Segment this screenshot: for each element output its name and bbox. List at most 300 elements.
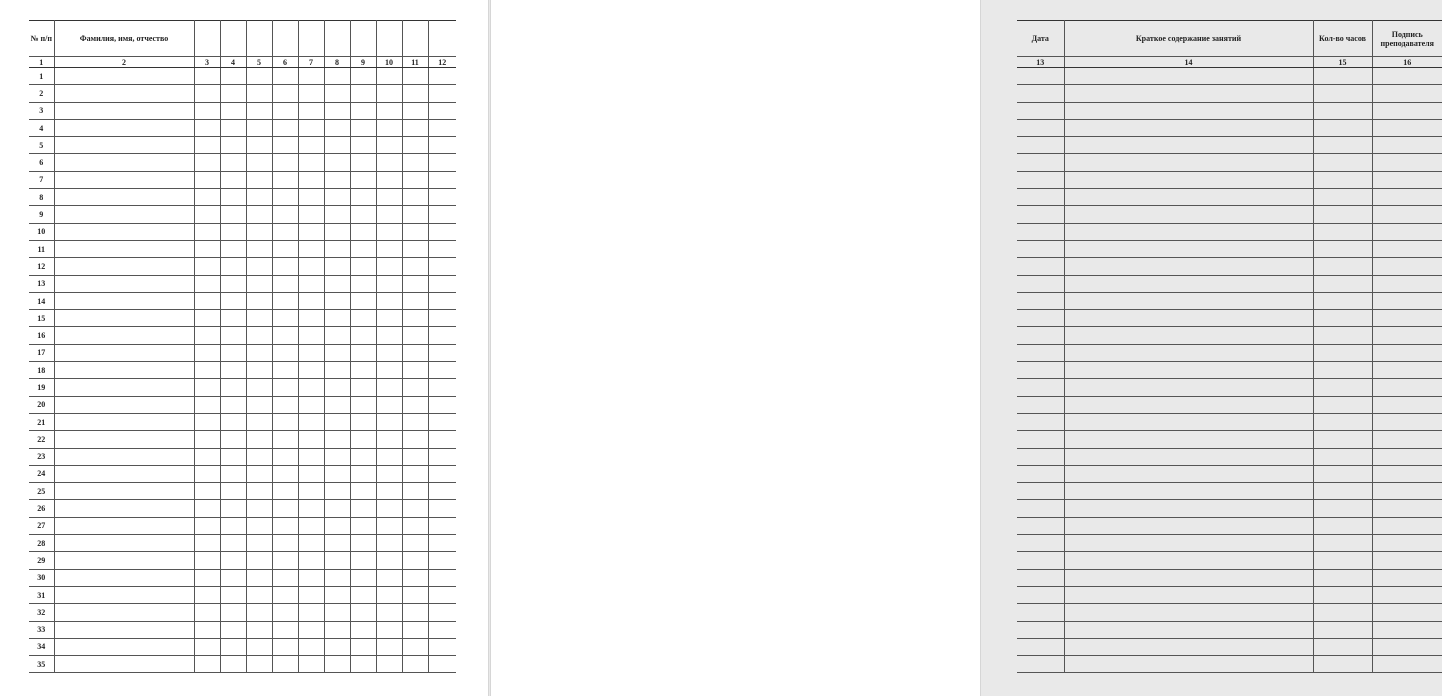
mark-cell[interactable] xyxy=(324,206,350,223)
mark-cell[interactable] xyxy=(194,362,220,379)
mark-cell[interactable] xyxy=(324,465,350,482)
mark-cell[interactable] xyxy=(246,68,272,85)
mark-cell[interactable] xyxy=(402,189,428,206)
mark-cell[interactable] xyxy=(298,68,324,85)
mark-cell[interactable] xyxy=(272,240,298,257)
mark-cell[interactable] xyxy=(350,327,376,344)
mark-cell[interactable] xyxy=(194,431,220,448)
mark-cell[interactable] xyxy=(402,362,428,379)
mark-cell[interactable] xyxy=(194,656,220,673)
mark-cell[interactable] xyxy=(428,223,456,240)
mark-cell[interactable] xyxy=(402,171,428,188)
mark-cell[interactable] xyxy=(246,154,272,171)
signature-cell[interactable] xyxy=(1372,258,1442,275)
mark-cell[interactable] xyxy=(272,379,298,396)
name-cell[interactable] xyxy=(54,206,194,223)
mark-cell[interactable] xyxy=(194,189,220,206)
mark-cell[interactable] xyxy=(298,569,324,586)
mark-cell[interactable] xyxy=(298,396,324,413)
mark-cell[interactable] xyxy=(428,535,456,552)
mark-cell[interactable] xyxy=(220,223,246,240)
mark-cell[interactable] xyxy=(402,586,428,603)
hours-cell[interactable] xyxy=(1313,465,1372,482)
hours-cell[interactable] xyxy=(1313,500,1372,517)
mark-cell[interactable] xyxy=(350,240,376,257)
mark-cell[interactable] xyxy=(402,310,428,327)
signature-cell[interactable] xyxy=(1372,500,1442,517)
mark-cell[interactable] xyxy=(350,206,376,223)
mark-cell[interactable] xyxy=(376,362,402,379)
mark-cell[interactable] xyxy=(350,102,376,119)
signature-cell[interactable] xyxy=(1372,275,1442,292)
mark-cell[interactable] xyxy=(324,362,350,379)
mark-cell[interactable] xyxy=(272,586,298,603)
mark-cell[interactable] xyxy=(220,206,246,223)
signature-cell[interactable] xyxy=(1372,552,1442,569)
name-cell[interactable] xyxy=(54,396,194,413)
mark-cell[interactable] xyxy=(220,396,246,413)
mark-cell[interactable] xyxy=(402,621,428,638)
mark-cell[interactable] xyxy=(272,483,298,500)
mark-cell[interactable] xyxy=(324,119,350,136)
name-cell[interactable] xyxy=(54,569,194,586)
signature-cell[interactable] xyxy=(1372,431,1442,448)
mark-cell[interactable] xyxy=(246,413,272,430)
mark-cell[interactable] xyxy=(428,258,456,275)
mark-cell[interactable] xyxy=(298,621,324,638)
mark-cell[interactable] xyxy=(350,68,376,85)
mark-cell[interactable] xyxy=(428,465,456,482)
mark-cell[interactable] xyxy=(428,483,456,500)
date-cell[interactable] xyxy=(1017,119,1064,136)
signature-cell[interactable] xyxy=(1372,154,1442,171)
mark-cell[interactable] xyxy=(376,102,402,119)
mark-cell[interactable] xyxy=(298,465,324,482)
mark-cell[interactable] xyxy=(376,413,402,430)
mark-cell[interactable] xyxy=(220,68,246,85)
mark-cell[interactable] xyxy=(220,517,246,534)
hours-cell[interactable] xyxy=(1313,535,1372,552)
mark-cell[interactable] xyxy=(272,465,298,482)
mark-cell[interactable] xyxy=(272,535,298,552)
mark-cell[interactable] xyxy=(350,223,376,240)
mark-cell[interactable] xyxy=(272,621,298,638)
signature-cell[interactable] xyxy=(1372,621,1442,638)
mark-cell[interactable] xyxy=(272,327,298,344)
mark-cell[interactable] xyxy=(376,396,402,413)
mark-cell[interactable] xyxy=(324,379,350,396)
mark-cell[interactable] xyxy=(194,310,220,327)
hours-cell[interactable] xyxy=(1313,569,1372,586)
mark-cell[interactable] xyxy=(324,189,350,206)
summary-cell[interactable] xyxy=(1064,327,1313,344)
mark-cell[interactable] xyxy=(350,413,376,430)
mark-cell[interactable] xyxy=(298,448,324,465)
mark-cell[interactable] xyxy=(272,448,298,465)
name-cell[interactable] xyxy=(54,448,194,465)
mark-cell[interactable] xyxy=(246,258,272,275)
mark-cell[interactable] xyxy=(298,240,324,257)
mark-cell[interactable] xyxy=(298,535,324,552)
mark-cell[interactable] xyxy=(376,119,402,136)
mark-cell[interactable] xyxy=(220,275,246,292)
hours-cell[interactable] xyxy=(1313,189,1372,206)
mark-cell[interactable] xyxy=(220,638,246,655)
mark-cell[interactable] xyxy=(220,119,246,136)
mark-cell[interactable] xyxy=(220,379,246,396)
hours-cell[interactable] xyxy=(1313,413,1372,430)
mark-cell[interactable] xyxy=(324,569,350,586)
mark-cell[interactable] xyxy=(246,310,272,327)
mark-cell[interactable] xyxy=(376,379,402,396)
name-cell[interactable] xyxy=(54,154,194,171)
mark-cell[interactable] xyxy=(376,500,402,517)
mark-cell[interactable] xyxy=(246,656,272,673)
mark-cell[interactable] xyxy=(246,552,272,569)
mark-cell[interactable] xyxy=(298,85,324,102)
mark-cell[interactable] xyxy=(350,604,376,621)
name-cell[interactable] xyxy=(54,292,194,309)
mark-cell[interactable] xyxy=(402,206,428,223)
summary-cell[interactable] xyxy=(1064,396,1313,413)
mark-cell[interactable] xyxy=(194,102,220,119)
mark-cell[interactable] xyxy=(272,656,298,673)
signature-cell[interactable] xyxy=(1372,240,1442,257)
mark-cell[interactable] xyxy=(220,483,246,500)
mark-cell[interactable] xyxy=(324,223,350,240)
mark-cell[interactable] xyxy=(376,586,402,603)
date-cell[interactable] xyxy=(1017,465,1064,482)
mark-cell[interactable] xyxy=(376,638,402,655)
mark-cell[interactable] xyxy=(350,500,376,517)
hours-cell[interactable] xyxy=(1313,656,1372,673)
mark-cell[interactable] xyxy=(298,638,324,655)
mark-cell[interactable] xyxy=(220,171,246,188)
mark-cell[interactable] xyxy=(298,413,324,430)
mark-cell[interactable] xyxy=(402,465,428,482)
summary-cell[interactable] xyxy=(1064,379,1313,396)
mark-cell[interactable] xyxy=(194,258,220,275)
hours-cell[interactable] xyxy=(1313,517,1372,534)
mark-cell[interactable] xyxy=(272,552,298,569)
mark-cell[interactable] xyxy=(246,431,272,448)
hours-cell[interactable] xyxy=(1313,344,1372,361)
mark-cell[interactable] xyxy=(350,396,376,413)
mark-cell[interactable] xyxy=(324,413,350,430)
mark-cell[interactable] xyxy=(194,552,220,569)
name-cell[interactable] xyxy=(54,223,194,240)
date-cell[interactable] xyxy=(1017,154,1064,171)
mark-cell[interactable] xyxy=(220,465,246,482)
mark-cell[interactable] xyxy=(376,517,402,534)
summary-cell[interactable] xyxy=(1064,310,1313,327)
signature-cell[interactable] xyxy=(1372,656,1442,673)
name-cell[interactable] xyxy=(54,258,194,275)
mark-cell[interactable] xyxy=(428,396,456,413)
mark-cell[interactable] xyxy=(298,500,324,517)
summary-cell[interactable] xyxy=(1064,189,1313,206)
hours-cell[interactable] xyxy=(1313,310,1372,327)
name-cell[interactable] xyxy=(54,327,194,344)
date-cell[interactable] xyxy=(1017,552,1064,569)
name-cell[interactable] xyxy=(54,171,194,188)
mark-cell[interactable] xyxy=(298,586,324,603)
mark-cell[interactable] xyxy=(428,206,456,223)
mark-cell[interactable] xyxy=(376,240,402,257)
mark-cell[interactable] xyxy=(220,362,246,379)
hours-cell[interactable] xyxy=(1313,621,1372,638)
mark-cell[interactable] xyxy=(298,431,324,448)
mark-cell[interactable] xyxy=(350,431,376,448)
mark-cell[interactable] xyxy=(402,517,428,534)
mark-cell[interactable] xyxy=(272,413,298,430)
mark-cell[interactable] xyxy=(324,85,350,102)
mark-cell[interactable] xyxy=(350,362,376,379)
summary-cell[interactable] xyxy=(1064,292,1313,309)
mark-cell[interactable] xyxy=(246,483,272,500)
mark-cell[interactable] xyxy=(428,119,456,136)
name-cell[interactable] xyxy=(54,535,194,552)
mark-cell[interactable] xyxy=(428,431,456,448)
mark-cell[interactable] xyxy=(428,292,456,309)
mark-cell[interactable] xyxy=(376,258,402,275)
mark-cell[interactable] xyxy=(324,431,350,448)
date-cell[interactable] xyxy=(1017,517,1064,534)
mark-cell[interactable] xyxy=(428,362,456,379)
hours-cell[interactable] xyxy=(1313,431,1372,448)
mark-cell[interactable] xyxy=(428,413,456,430)
name-cell[interactable] xyxy=(54,275,194,292)
signature-cell[interactable] xyxy=(1372,85,1442,102)
mark-cell[interactable] xyxy=(194,85,220,102)
mark-cell[interactable] xyxy=(246,137,272,154)
mark-cell[interactable] xyxy=(194,448,220,465)
date-cell[interactable] xyxy=(1017,240,1064,257)
mark-cell[interactable] xyxy=(350,85,376,102)
mark-cell[interactable] xyxy=(220,292,246,309)
mark-cell[interactable] xyxy=(272,206,298,223)
mark-cell[interactable] xyxy=(324,552,350,569)
mark-cell[interactable] xyxy=(376,604,402,621)
mark-cell[interactable] xyxy=(272,362,298,379)
mark-cell[interactable] xyxy=(324,586,350,603)
mark-cell[interactable] xyxy=(350,569,376,586)
mark-cell[interactable] xyxy=(428,102,456,119)
mark-cell[interactable] xyxy=(428,85,456,102)
summary-cell[interactable] xyxy=(1064,552,1313,569)
name-cell[interactable] xyxy=(54,517,194,534)
mark-cell[interactable] xyxy=(402,258,428,275)
mark-cell[interactable] xyxy=(402,500,428,517)
mark-cell[interactable] xyxy=(246,275,272,292)
mark-cell[interactable] xyxy=(246,362,272,379)
mark-cell[interactable] xyxy=(220,85,246,102)
mark-cell[interactable] xyxy=(428,517,456,534)
mark-cell[interactable] xyxy=(220,137,246,154)
signature-cell[interactable] xyxy=(1372,569,1442,586)
mark-cell[interactable] xyxy=(402,483,428,500)
mark-cell[interactable] xyxy=(428,586,456,603)
date-cell[interactable] xyxy=(1017,206,1064,223)
summary-cell[interactable] xyxy=(1064,85,1313,102)
date-cell[interactable] xyxy=(1017,656,1064,673)
name-cell[interactable] xyxy=(54,483,194,500)
hours-cell[interactable] xyxy=(1313,362,1372,379)
signature-cell[interactable] xyxy=(1372,396,1442,413)
mark-cell[interactable] xyxy=(376,465,402,482)
mark-cell[interactable] xyxy=(194,396,220,413)
mark-cell[interactable] xyxy=(428,68,456,85)
name-cell[interactable] xyxy=(54,68,194,85)
mark-cell[interactable] xyxy=(402,552,428,569)
mark-cell[interactable] xyxy=(376,223,402,240)
signature-cell[interactable] xyxy=(1372,344,1442,361)
hours-cell[interactable] xyxy=(1313,68,1372,85)
date-cell[interactable] xyxy=(1017,638,1064,655)
mark-cell[interactable] xyxy=(298,102,324,119)
mark-cell[interactable] xyxy=(272,85,298,102)
mark-cell[interactable] xyxy=(376,68,402,85)
signature-cell[interactable] xyxy=(1372,206,1442,223)
mark-cell[interactable] xyxy=(376,137,402,154)
date-cell[interactable] xyxy=(1017,413,1064,430)
summary-cell[interactable] xyxy=(1064,344,1313,361)
summary-cell[interactable] xyxy=(1064,621,1313,638)
mark-cell[interactable] xyxy=(428,137,456,154)
summary-cell[interactable] xyxy=(1064,569,1313,586)
summary-cell[interactable] xyxy=(1064,258,1313,275)
hours-cell[interactable] xyxy=(1313,240,1372,257)
signature-cell[interactable] xyxy=(1372,465,1442,482)
mark-cell[interactable] xyxy=(402,569,428,586)
mark-cell[interactable] xyxy=(272,292,298,309)
mark-cell[interactable] xyxy=(350,344,376,361)
mark-cell[interactable] xyxy=(376,189,402,206)
mark-cell[interactable] xyxy=(402,119,428,136)
mark-cell[interactable] xyxy=(272,154,298,171)
mark-cell[interactable] xyxy=(246,85,272,102)
mark-cell[interactable] xyxy=(272,171,298,188)
summary-cell[interactable] xyxy=(1064,517,1313,534)
mark-cell[interactable] xyxy=(402,292,428,309)
mark-cell[interactable] xyxy=(376,569,402,586)
mark-cell[interactable] xyxy=(272,310,298,327)
mark-cell[interactable] xyxy=(350,517,376,534)
mark-cell[interactable] xyxy=(246,500,272,517)
mark-cell[interactable] xyxy=(402,68,428,85)
summary-cell[interactable] xyxy=(1064,431,1313,448)
date-cell[interactable] xyxy=(1017,586,1064,603)
mark-cell[interactable] xyxy=(428,310,456,327)
mark-cell[interactable] xyxy=(376,327,402,344)
mark-cell[interactable] xyxy=(428,154,456,171)
mark-cell[interactable] xyxy=(402,154,428,171)
mark-cell[interactable] xyxy=(246,189,272,206)
mark-cell[interactable] xyxy=(402,85,428,102)
mark-cell[interactable] xyxy=(194,206,220,223)
date-cell[interactable] xyxy=(1017,310,1064,327)
mark-cell[interactable] xyxy=(350,586,376,603)
mark-cell[interactable] xyxy=(428,189,456,206)
mark-cell[interactable] xyxy=(350,656,376,673)
mark-cell[interactable] xyxy=(272,258,298,275)
summary-cell[interactable] xyxy=(1064,68,1313,85)
mark-cell[interactable] xyxy=(272,189,298,206)
mark-cell[interactable] xyxy=(220,448,246,465)
date-cell[interactable] xyxy=(1017,327,1064,344)
signature-cell[interactable] xyxy=(1372,413,1442,430)
mark-cell[interactable] xyxy=(402,396,428,413)
name-cell[interactable] xyxy=(54,552,194,569)
mark-cell[interactable] xyxy=(246,604,272,621)
mark-cell[interactable] xyxy=(246,292,272,309)
hours-cell[interactable] xyxy=(1313,258,1372,275)
mark-cell[interactable] xyxy=(402,275,428,292)
hours-cell[interactable] xyxy=(1313,379,1372,396)
mark-cell[interactable] xyxy=(246,465,272,482)
name-cell[interactable] xyxy=(54,379,194,396)
mark-cell[interactable] xyxy=(194,621,220,638)
name-cell[interactable] xyxy=(54,85,194,102)
mark-cell[interactable] xyxy=(220,327,246,344)
mark-cell[interactable] xyxy=(194,465,220,482)
mark-cell[interactable] xyxy=(428,656,456,673)
name-cell[interactable] xyxy=(54,137,194,154)
hours-cell[interactable] xyxy=(1313,171,1372,188)
mark-cell[interactable] xyxy=(402,604,428,621)
mark-cell[interactable] xyxy=(246,517,272,534)
hours-cell[interactable] xyxy=(1313,483,1372,500)
mark-cell[interactable] xyxy=(194,569,220,586)
mark-cell[interactable] xyxy=(376,656,402,673)
mark-cell[interactable] xyxy=(324,275,350,292)
mark-cell[interactable] xyxy=(246,586,272,603)
mark-cell[interactable] xyxy=(376,292,402,309)
mark-cell[interactable] xyxy=(350,379,376,396)
mark-cell[interactable] xyxy=(324,310,350,327)
mark-cell[interactable] xyxy=(272,119,298,136)
mark-cell[interactable] xyxy=(272,344,298,361)
signature-cell[interactable] xyxy=(1372,189,1442,206)
mark-cell[interactable] xyxy=(350,552,376,569)
hours-cell[interactable] xyxy=(1313,396,1372,413)
mark-cell[interactable] xyxy=(428,448,456,465)
hours-cell[interactable] xyxy=(1313,604,1372,621)
mark-cell[interactable] xyxy=(376,483,402,500)
mark-cell[interactable] xyxy=(220,240,246,257)
mark-cell[interactable] xyxy=(220,604,246,621)
mark-cell[interactable] xyxy=(324,68,350,85)
name-cell[interactable] xyxy=(54,604,194,621)
hours-cell[interactable] xyxy=(1313,206,1372,223)
date-cell[interactable] xyxy=(1017,621,1064,638)
mark-cell[interactable] xyxy=(350,258,376,275)
mark-cell[interactable] xyxy=(272,604,298,621)
mark-cell[interactable] xyxy=(272,223,298,240)
mark-cell[interactable] xyxy=(324,258,350,275)
mark-cell[interactable] xyxy=(194,344,220,361)
mark-cell[interactable] xyxy=(298,483,324,500)
name-cell[interactable] xyxy=(54,310,194,327)
mark-cell[interactable] xyxy=(272,396,298,413)
mark-cell[interactable] xyxy=(428,552,456,569)
name-cell[interactable] xyxy=(54,362,194,379)
mark-cell[interactable] xyxy=(376,621,402,638)
summary-cell[interactable] xyxy=(1064,465,1313,482)
mark-cell[interactable] xyxy=(324,344,350,361)
signature-cell[interactable] xyxy=(1372,171,1442,188)
mark-cell[interactable] xyxy=(220,102,246,119)
